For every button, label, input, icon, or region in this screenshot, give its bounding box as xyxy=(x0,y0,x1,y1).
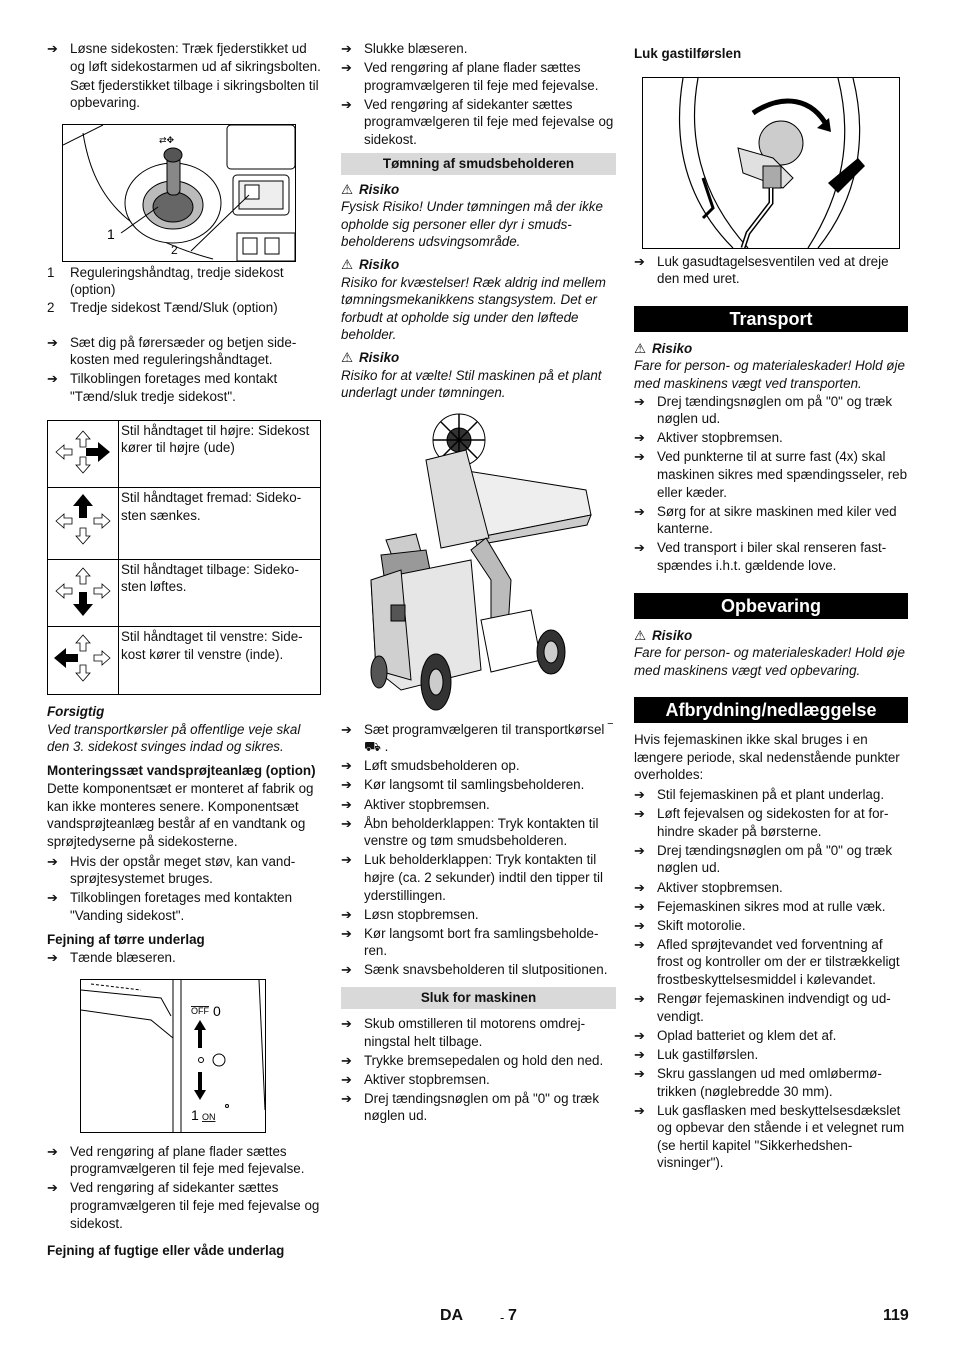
spray-kit-text: Dette komponentsæt er monteret af fabrik og kan ikke monteres senere. Komponentsæt vandsprøjteanlæg består af en vandtank og sprøjtedyserne på sidekosterne. xyxy=(47,781,314,850)
blower-switch-figure xyxy=(80,979,266,1133)
risk-heading: ⚠ Risiko xyxy=(634,627,693,643)
risk-heading: ⚠ Risiko xyxy=(634,340,693,356)
arrow-right-icon: ➔ xyxy=(341,1071,352,1087)
section-bar-emptying: Tømning af smudsbeholderen xyxy=(341,153,616,175)
arrow-right-icon: ➔ xyxy=(341,906,352,922)
step-item: ➔ Luk gastilførslen. xyxy=(634,1046,759,1062)
arrow-right-icon: ➔ xyxy=(634,1102,645,1118)
step-item: ➔ Ved rengøring af plane flader sættes programvælgeren til feje med fejevalse. xyxy=(47,1143,305,1177)
warning-triangle-icon: ⚠ xyxy=(341,181,354,197)
arrow-right-icon: ➔ xyxy=(634,806,645,822)
svg-text:⇄✥: ⇄✥ xyxy=(159,135,175,146)
step-item: ➔ Hvis der opstår meget støv, kan vandsprøjtesystemet bruges. xyxy=(47,853,296,887)
table-row: Stil håndtaget til venstre: Sidekost kører til venstre (inde). xyxy=(48,627,321,695)
arrow-right-icon: ➔ xyxy=(47,371,58,387)
section-bar-storage: Opbevaring xyxy=(634,593,908,619)
warning-triangle-icon: ⚠ xyxy=(341,349,354,365)
step-item: ➔ Fejemaskinen sikres mod at rulle væk. xyxy=(634,898,886,914)
arrow-right-icon: ➔ xyxy=(341,721,352,737)
arrow-right-icon: ➔ xyxy=(634,1065,645,1081)
arrow-right-icon: ➔ xyxy=(47,950,58,966)
column-1 xyxy=(47,40,321,1261)
arrow-up-icon xyxy=(194,1020,206,1048)
risk-heading: ⚠ Risiko xyxy=(341,256,400,272)
arrow-right-icon: ➔ xyxy=(47,890,58,906)
joystick-illustration xyxy=(63,125,295,261)
step-item: ➔ Løsn stopbremsen. xyxy=(341,906,479,922)
step-item: ➔ Kør langsomt bort fra samlingsbeholderen. xyxy=(341,925,599,959)
step-item: ➔ Kør langsomt til samlingsbeholderen. xyxy=(341,777,585,793)
arrow-right-icon: ➔ xyxy=(341,962,352,978)
warning-triangle-icon: ⚠ xyxy=(634,340,647,356)
step-item: ➔ Stil fejemaskinen på et plant underlag. xyxy=(634,787,885,803)
step-item: ➔ Tilkoblingen foretages med kontakt "Tænd/sluk tredje sidekost". xyxy=(47,371,278,404)
caution-heading: Forsigtig xyxy=(47,703,105,719)
step-item: ➔ Skub omstilleren til motorens omdrejningstal helt tilbage. xyxy=(341,1016,586,1049)
arrow-right-icon: ➔ xyxy=(634,842,645,858)
arrow-right-icon: ➔ xyxy=(634,540,645,556)
arrow-right-icon: ➔ xyxy=(341,925,352,941)
callout-2: 2 xyxy=(171,242,178,257)
arrow-right-icon: ➔ xyxy=(47,1143,58,1159)
decommissioning-intro: Hvis fejemaskinen ikke skal bruges i en længere periode, skal nedenstående punkter overholdes: xyxy=(634,732,900,783)
caution-text: Ved transportkørsler på offentlige veje skal den 3. sidekost svinges indad og sikres. xyxy=(47,721,301,755)
spray-kit-heading: Monteringssæt vandsprøjteanlæg (option) xyxy=(47,762,316,778)
wet-floor-heading: Fejning af fugtige eller våde underlag xyxy=(47,1243,285,1259)
step-item: ➔ Ved rengøring af sidekanter sættes programvælgeren til feje med fejevalse og sidekost. xyxy=(47,1180,320,1231)
arrow-right-icon: ➔ xyxy=(634,503,645,519)
risk-text: Risiko for kvæstelser! Ræk aldrig ind mellem tømningsmekanikkens stangsystem. Det er forbudt at opholde sig under den løftede beholder. xyxy=(341,274,606,343)
step-item: ➔ Aktiver stopbremsen. xyxy=(634,430,783,446)
step-item: ➔ Luk beholderklappen: Tryk kontakten til højre (ca. 2 sekunder) indtil den tipper til yderstillingen. xyxy=(341,852,603,903)
blower-switch-illustration xyxy=(81,980,265,1132)
callout-1: 1 xyxy=(107,225,115,242)
arrow-right-icon: ➔ xyxy=(341,777,352,793)
arrow-right-icon: ➔ xyxy=(634,1046,645,1062)
arrow-right-icon: ➔ xyxy=(341,758,352,774)
step-item: ➔ Oplad batteriet og klem det af. xyxy=(634,1027,837,1043)
arrow-right-icon: ➔ xyxy=(47,334,58,350)
step-item: ➔ Sæt programvælgeren til transportkørsel ‾⛟ . xyxy=(341,721,613,755)
step-item: ➔ Sørg for at sikre maskinen med kiler ved kanterne. xyxy=(634,503,897,537)
gas-valve-illustration xyxy=(643,78,899,248)
gas-valve-figure xyxy=(642,77,900,249)
step-item: ➔ Aktiver stopbremsen. xyxy=(341,1071,490,1087)
joystick-direction-table xyxy=(47,420,321,695)
step-item: ➔ Drej tændingsnøglen om på "0" og træk nøglen ud. xyxy=(634,842,893,876)
sweeper-dump-illustration xyxy=(341,410,616,715)
off-label: OFF xyxy=(191,1005,209,1016)
risk-heading: ⚠ Risiko xyxy=(341,349,400,365)
step-item: ➔ Ved transport i biler skal renseren fastspændes i.h.t. gældende love. xyxy=(634,540,887,573)
step-item: ➔ Åbn beholderklappen: Tryk kontakten til venstre og tøm smudsbeholderen. xyxy=(341,815,599,849)
arrow-right-icon: ➔ xyxy=(634,253,645,269)
column-3 xyxy=(634,40,908,1174)
arrow-right-icon: ➔ xyxy=(341,852,352,868)
dry-floor-heading: Fejning af tørre underlag xyxy=(47,931,205,947)
arrow-up-icon xyxy=(48,488,119,560)
warning-triangle-icon: ⚠ xyxy=(634,627,647,643)
column-2 xyxy=(341,40,616,1127)
arrow-left-icon xyxy=(48,627,119,695)
arrow-right-icon: ➔ xyxy=(634,936,645,952)
risk-text: Fysisk Risiko! Under tømningen må der ikke opholde sig personer eller dyr i smudsbeholderens udsvingsområde. xyxy=(341,199,603,250)
arrow-right-icon: ➔ xyxy=(47,853,58,869)
step-item: ➔ Aktiver stopbremsen. xyxy=(341,796,490,812)
step-item: ➔ Ved punkterne til at surre fast (4x) skal maskinen sikres med spændingsseler, reb eller kæder. xyxy=(634,449,908,500)
arrow-right-icon: ➔ xyxy=(634,393,645,409)
gas-supply-heading: Luk gastilførslen xyxy=(634,46,742,61)
section-bar-transport: Transport xyxy=(634,306,908,332)
legend-item: 1 Reguleringshåndtag, tredje sidekost (option) xyxy=(47,264,284,298)
step-item: ➔ Sæt dig på førersæder og betjen sidekosten med reguleringshåndtaget. xyxy=(47,334,297,368)
step-item: ➔ Løft fejevalsen og sidekosten for at forhindre skader på børsterne. xyxy=(634,806,889,839)
arrow-right-icon: ➔ xyxy=(341,1016,352,1031)
page-separator: - xyxy=(500,1310,505,1325)
arrow-right-icon: ➔ xyxy=(341,815,352,831)
step-item: ➔ Ved rengøring af sidekanter sættes programvælgeren til feje med fejevalse og sidekost. xyxy=(341,96,614,147)
arrow-right-icon: ➔ xyxy=(341,96,352,112)
one-label: 1 xyxy=(191,1106,199,1123)
step-item: ➔ Luk gasflasken med beskyttelsesdækslet og opbevar den stående i et velegnet rum (se hertil kapitel "Sikkerhedshenvisninger"). xyxy=(634,1102,905,1171)
step-item: ➔ Slukke blæseren. xyxy=(341,41,468,56)
page-number: 119 xyxy=(883,1307,909,1324)
step-item: ➔ Rengør fejemaskinen indvendigt og udvendigt. xyxy=(634,991,891,1024)
arrow-right-icon: ➔ xyxy=(341,60,352,76)
risk-text: Fare for person- og materialeskader! Hold øje med maskinens vægt ved opbevaring. xyxy=(634,645,905,678)
arrow-right-icon: ➔ xyxy=(341,796,352,812)
risk-text: Fare for person- og materialeskader! Hold øje med maskinens vægt ved transporten. xyxy=(634,358,905,391)
step-item: ➔ Drej tændingsnøglen om på "0" og træk nøglen ud. xyxy=(341,1090,600,1124)
spring-pin-note: Sæt fjederstikket tilbage i sikringsbolten til opbevaring. xyxy=(70,77,319,111)
section-bar-shutdown: Sluk for maskinen xyxy=(341,987,616,1009)
step-item: ➔ Afled sprøjtevandet ved forventning af frost og kontroller om der er tilstrækkeligt frostbeskyttelsesmiddel i kølevandet. xyxy=(634,936,900,987)
arrow-down-icon xyxy=(48,559,119,627)
arrow-right-icon: ➔ xyxy=(47,1180,58,1196)
step-item: ➔ Løft smudsbeholderen op. xyxy=(341,758,520,774)
arrow-right-icon: ➔ xyxy=(634,917,645,933)
step-item: ➔ Trykke bremsepedalen og hold den ned. xyxy=(341,1052,604,1068)
table-row: Stil håndtaget fremad: Sidekosten sænkes. xyxy=(48,488,321,560)
step-loosen-side-broom: ➔ Løsne sidekosten: Træk fjederstikket ud og løft sidekostarmen ud af sikringsbolten. xyxy=(47,41,321,74)
table-row: Stil håndtaget til højre: Sidekost kører til højre (ude) xyxy=(48,420,321,488)
arrow-right-icon: ➔ xyxy=(634,449,645,465)
table-row: Stil håndtaget tilbage: Sidekosten løftes. xyxy=(48,559,321,627)
arrow-right-icon xyxy=(48,420,119,488)
arrow-right-icon: ➔ xyxy=(634,898,645,914)
section-bar-decommissioning: Afbrydning/nedlæggelse xyxy=(634,697,908,723)
step-item: ➔ Ved rengøring af plane flader sættes programvælgeren til feje med fejevalse. xyxy=(341,60,599,93)
arrow-right-icon: ➔ xyxy=(341,41,352,56)
local-page-number: 7 xyxy=(508,1307,517,1324)
arrow-right-icon: ➔ xyxy=(634,787,645,803)
step-item: ➔ Sænk snavsbeholderen til slutpositionen. xyxy=(341,962,608,978)
arrow-right-icon: ➔ xyxy=(634,430,645,446)
arrow-down-icon xyxy=(194,1072,206,1100)
step-item: ➔ Tilkoblingen foretages med kontakten "Vanding sidekost". xyxy=(47,890,293,923)
arrow-right-icon: ➔ xyxy=(341,1052,352,1068)
step-item: ➔ Tænde blæseren. xyxy=(47,950,176,966)
step-item: ➔ Luk gasudtagelsesventilen ved at dreje den med uret. xyxy=(634,253,889,287)
warning-triangle-icon: ⚠ xyxy=(341,256,354,272)
step-item: ➔ Drej tændingsnøglen om på "0" og træk nøglen ud. xyxy=(634,393,893,427)
arrow-right-icon: ➔ xyxy=(47,41,58,56)
on-label: ON xyxy=(202,1111,216,1122)
legend-item: 2 Tredje sidekost Tænd/Sluk (option) xyxy=(47,300,278,316)
arrow-right-icon: ➔ xyxy=(341,1090,352,1106)
figure-legend xyxy=(47,264,321,317)
arrow-right-icon: ➔ xyxy=(634,991,645,1007)
joystick-figure xyxy=(62,124,296,262)
risk-heading: ⚠ Risiko xyxy=(341,181,400,197)
step-item: ➔ Skru gasslangen ud med omløbermøtrikken (nøglebredde 30 mm). xyxy=(634,1065,882,1099)
step-item: ➔ Skift motorolie. xyxy=(634,917,746,933)
language-code: DA xyxy=(440,1307,464,1324)
arrow-right-icon: ➔ xyxy=(634,1027,645,1043)
risk-text: Risiko for at vælte! Stil maskinen på et plant underlagt under tømningen. xyxy=(341,367,602,401)
zero-label: 0 xyxy=(213,1002,221,1019)
arrow-right-icon: ➔ xyxy=(634,879,645,895)
step-item: ➔ Aktiver stopbremsen. xyxy=(634,879,783,895)
